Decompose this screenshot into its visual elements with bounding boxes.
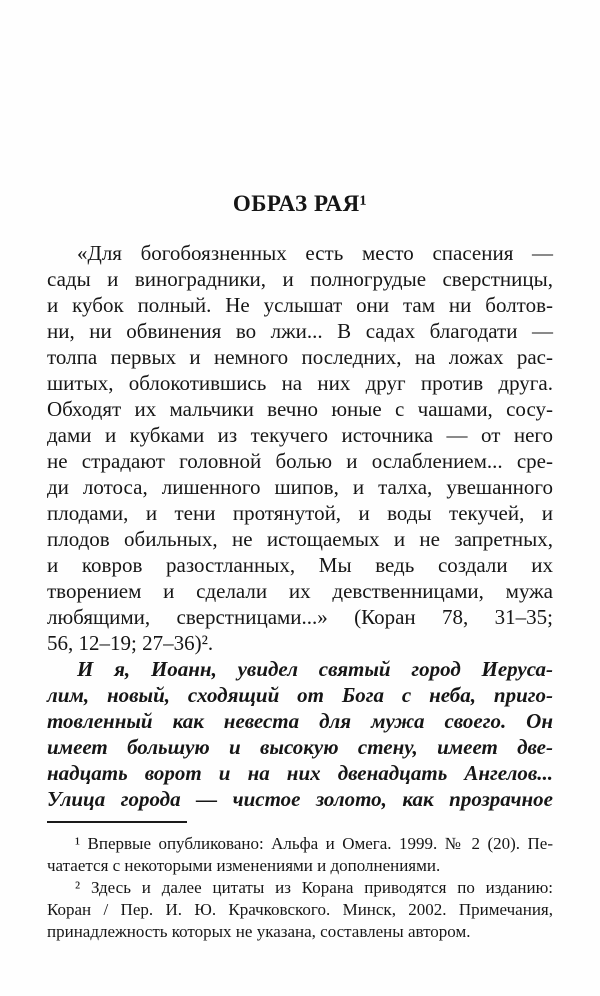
text-line: и кубок полный. Не услышат они там ни болтов-: [47, 293, 553, 317]
chapter-title: ОБРАЗ РАЯ¹: [232, 191, 368, 216]
text-line: творением и сделали их девственницами, мужа: [47, 579, 553, 603]
text-line: толпа первых и немного последних, на ложах рас-: [47, 345, 553, 369]
text-line: имеет большую и высокую стену, имеет две-: [47, 735, 553, 759]
text-line: плодов обильных, не истощаемых и не запретных,: [47, 527, 553, 551]
main-paragraphs: [47, 240, 553, 812]
text-line: сады и виноградники, и полногрудые сверстницы,: [47, 267, 553, 291]
footnote-2: [47, 877, 553, 943]
text-line: Обходят их мальчики вечно юные с чашами, сосу-: [47, 397, 553, 421]
text-line: ни, ни обвинения во лжи... В садах благодати —: [47, 319, 553, 343]
text-line: ² Здесь и далее цитаты из Корана приводятся по изданию:: [75, 878, 553, 897]
text-line: И я, Иоанн, увидел святый город Иеруса-: [77, 657, 553, 681]
paragraph-quran-quote: [47, 240, 553, 656]
text-line: ¹ Впервые опубликовано: Альфа и Омега. 1999. № 2 (20). Пе-: [75, 834, 553, 853]
text-line: Улица города — чистое золото, как прозрачное: [47, 787, 553, 811]
text-line: 56, 12–19; 27–36)².: [47, 631, 214, 655]
text-line: чатается с некоторыми изменениями и дополнениями.: [47, 856, 441, 875]
text-line: Коран / Пер. И. Ю. Крачковского. Минск, 2002. Примечания,: [47, 900, 553, 919]
text-line: лим, новый, сходящий от Бога с неба, приго-: [47, 683, 553, 707]
text-line: шитых, облокотившись на них друг против друга.: [47, 371, 553, 395]
text-line: товленный как невеста для мужа своего. Он: [47, 709, 553, 733]
footnote-separator: [47, 821, 187, 823]
body-text: [47, 240, 553, 943]
text-line: не страдают головной болью и ослаблением... сре-: [47, 449, 553, 473]
text-line: ди лотоса, лишенного шипов, и талха, увешанного: [47, 475, 553, 499]
text-line: «Для богобоязненных есть место спасения —: [77, 241, 553, 265]
paragraph-revelation-quote: [47, 656, 553, 812]
text-line: плодами, и тени протянутой, и воды текучей, и: [47, 501, 553, 525]
text-line: надцать ворот и на них двенадцать Ангелов...: [47, 761, 553, 785]
text-line: дами и кубками из текучего источника — от него: [47, 423, 553, 447]
text-line: любящими, сверстницами...» (Коран 78, 31–35;: [47, 605, 553, 629]
footnotes-section: [47, 833, 553, 943]
text-line: и ковров разостланных, Мы ведь создали их: [47, 553, 553, 577]
text-line: принадлежность которых не указана, составлены автором.: [47, 922, 471, 941]
footnote-1: [47, 833, 553, 877]
